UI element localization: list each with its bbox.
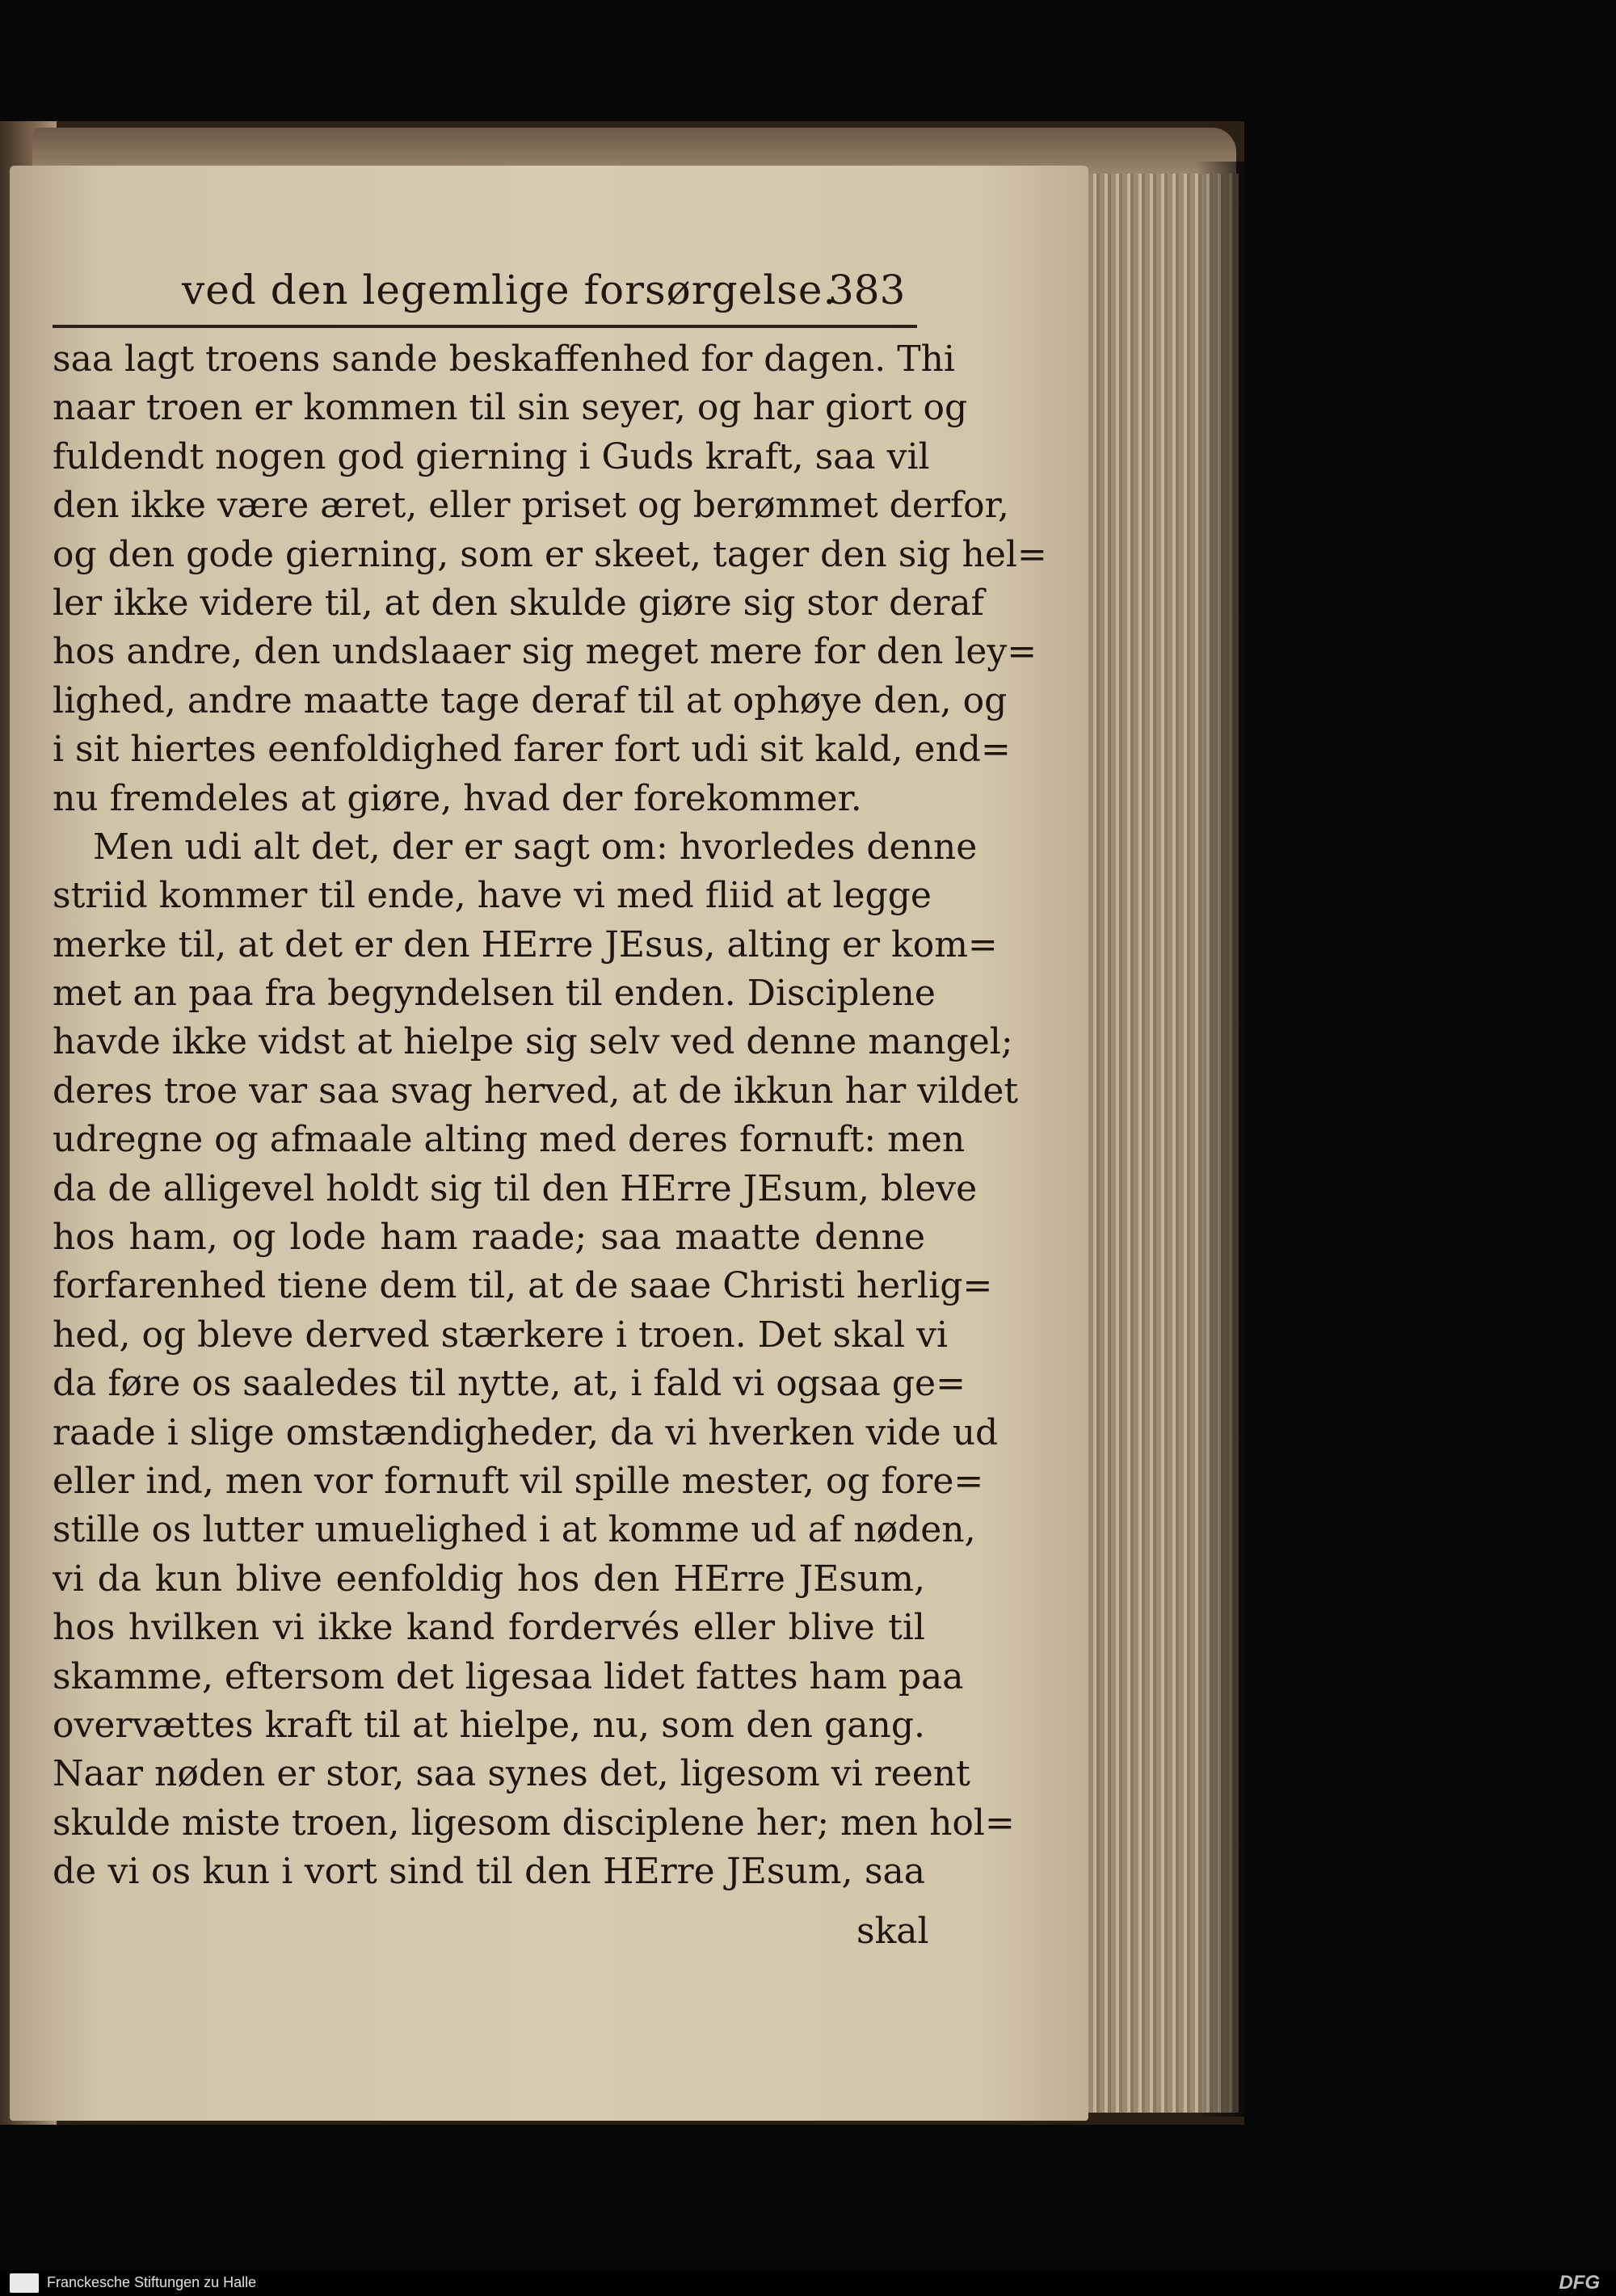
text-line: eller ind, men vor fornuft vil spille mester, og fore= (53, 1460, 984, 1502)
text-line: hos andre, den undslaaer sig meget mere for den ley= (53, 631, 1037, 673)
text-line: ler ikke videre til, at den skulde giøre sig stor deraf (53, 582, 984, 624)
text-line: lighed, andre maatte tage deraf til at ophøye den, og (53, 679, 1008, 721)
page-number: 383 (828, 267, 906, 313)
viewer-footer (0, 2270, 1616, 2296)
text-line: de vi os kun i vort sind til den HErre JEsum, saa (53, 1851, 925, 1893)
text-line: naar troen er kommen til sin seyer, og har giort og (53, 387, 968, 429)
text-line: deres troe var saa svag herved, at de ikkun har vildet (53, 1070, 1019, 1112)
text-line: merke til, at det er den HErre JEsus, alting er kom= (53, 923, 998, 965)
catchword: skal (856, 1911, 929, 1952)
text-line: Naar nøden er stor, saa synes det, ligesom vi reent (53, 1753, 970, 1795)
text-line: forfarenhed tiene dem til, at de saae Christi herlig= (53, 1265, 993, 1307)
text-line: i sit hiertes eenfoldighed farer fort udi sit kald, end= (53, 729, 1011, 771)
running-head: ved den legemlige forsørgelse. (182, 267, 837, 313)
text-line: den ikke være æret, eller priset og berømmet derfor, (53, 485, 1009, 527)
text-line: skamme, eftersom det ligesaa lidet fattes ham paa (53, 1655, 964, 1697)
text-line: raade i slige omstændigheder, da vi hverken vide ud (53, 1411, 999, 1453)
text-line: nu fremdeles at giøre, hvad der forekommer. (53, 777, 862, 819)
text-line: da føre os saaledes til nytte, at, i fald vi ogsaa ge= (53, 1363, 966, 1405)
paragraph-start-line: Men udi alt det, der er sagt om: hvorledes denne (93, 826, 978, 868)
text-line: fuldendt nogen god gierning i Guds kraft, saa vil (53, 435, 930, 477)
text-line: hos hvilken vi ikke kand fordervés eller blive til (53, 1607, 925, 1649)
fore-edge-shadow (1196, 162, 1244, 2117)
text-line: og den gode gierning, som er skeet, tager den sig hel= (53, 533, 1047, 575)
text-line: met an paa fra begyndelsen til enden. Disciplene (53, 973, 936, 1015)
text-line: vi da kun blive eenfoldig hos den HErre JEsum, (53, 1558, 925, 1600)
dfg-logo: DFG (1559, 2272, 1600, 2294)
text-line: skulde miste troen, ligesom disciplene her; men hol= (53, 1802, 1015, 1844)
text-line: striid kommer til ende, have vi med fliid at legge (53, 875, 932, 917)
page-header (53, 267, 917, 339)
text-line: havde ikke vidst at hielpe sig selv ved denne mangel; (53, 1021, 1013, 1063)
text-line: overvættes kraft til at hielpe, nu, som den gang. (53, 1704, 925, 1746)
header-rule (53, 325, 917, 328)
text-line: hos ham, og lode ham raade; saa maatte denne (53, 1217, 925, 1259)
institution-name[interactable]: Franckesche Stiftungen zu Halle (47, 2274, 257, 2290)
text-line: hed, og bleve derved stærkere i troen. Det skal vi (53, 1314, 949, 1356)
text-line: da de alligevel holdt sig til den HErre JEsum, bleve (53, 1167, 978, 1209)
text-line: stille os lutter umuelighed i at komme ud af nøden, (53, 1509, 976, 1551)
body-text (53, 335, 1047, 1897)
text-line: udregne og afmaale alting med deres fornuft: men (53, 1119, 966, 1161)
text-line: saa lagt troens sande beskaffenhed for dagen. Thi (53, 339, 955, 380)
institution-logo-icon (10, 2273, 39, 2293)
